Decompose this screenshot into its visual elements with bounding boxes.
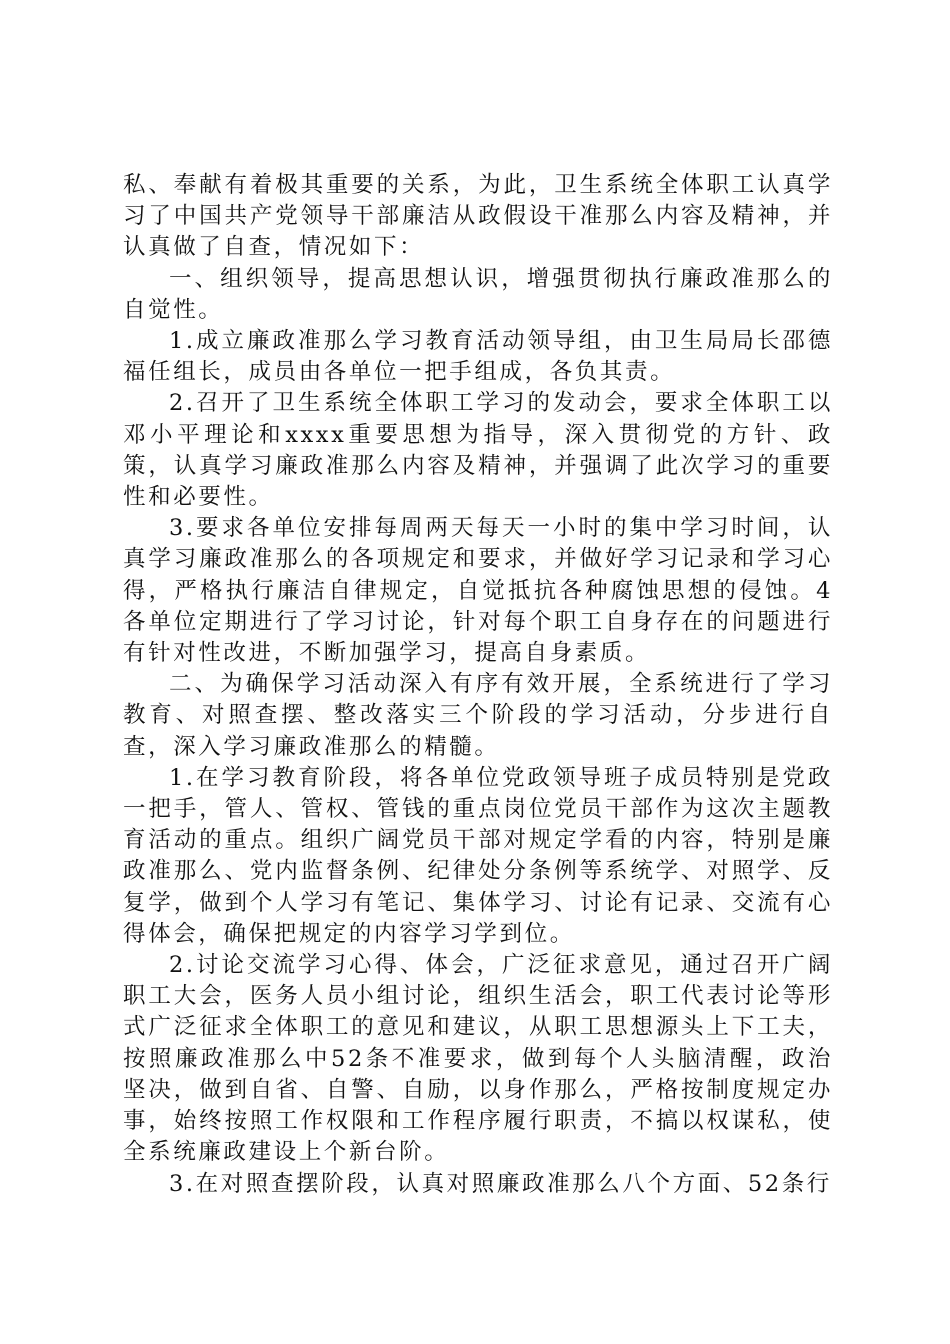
paragraph-item-1-3: 3.要求各单位安排每周两天每天一小时的集中学习时间，认真学习廉政准那么的各项规定和要求，并做好学习记录和学习心得，严格执行廉洁自律规定，自觉抵抗各种腐蚀思想的侵蚀。4各单位定期进行了学习讨论，针对每个职工自身存在的问题进行有针对性改进，不断加强学习，提高自身素质。 <box>123 515 833 667</box>
paragraph-item-2-3: 3.在对照查摆阶段，认真对照廉政准那么八个方面、52条行 <box>169 1170 832 1197</box>
paragraph-continuation: 私、奉献有着极其重要的关系，为此，卫生系统全体职工认真学习了中国共产党领导干部廉洁从政假设干准那么内容及精神，并认真做了自查，情况如下： <box>123 172 833 261</box>
paragraph-item-2-1: 1.在学习教育阶段，将各单位党政领导班子成员特别是党政一把手，管人、管权、管钱的重点岗位党员干部作为这次主题教育活动的重点。组织广阔党员干部对规定学看的内容，特别是廉政准那么、党内监督条例、纪律处分条例等系统学、对照学、反复学，做到个人学习有笔记、集体学习、讨论有记录、交流有心得体会，确保把规定的内容学习学到位。 <box>123 764 833 947</box>
paragraph-item-1-1: 1.成立廉政准那么学习教育活动领导组，由卫生局局长邵德福任组长，成员由各单位一把手组成，各负其责。 <box>123 328 833 386</box>
paragraph-section-2-heading: 二、为确保学习活动深入有序有效开展，全系统进行了学习教育、对照查摆、整改落实三个阶段的学习活动，分步进行自查，深入学习廉政准那么的精髓。 <box>123 671 833 760</box>
paragraph-item-2-2: 2.讨论交流学习心得、体会，广泛征求意见，通过召开广阔职工大会，医务人员小组讨论，组织生活会，职工代表讨论等形式广泛征求全体职工的意见和建议，从职工思想源头上下工夫，按照廉政准那么中52条不准要求，做到每个人头脑清醒，政治坚决，做到自省、自警、自励，以身作那么，严格按制度规定办事，始终按照工作权限和工作程序履行职责，不搞以权谋私，使全系统廉政建设上个新台阶。 <box>123 952 833 1166</box>
paragraph-item-1-2: 2.召开了卫生系统全体职工学习的发动会，要求全体职工以邓小平理论和xxxx重要思想为指导，深入贯彻党的方针、政策，认真学习廉政准那么内容及精神，并强调了此次学习的重要性和必要性。 <box>123 390 833 511</box>
paragraph-section-1-heading: 一、组织领导，提高思想认识，增强贯彻执行廉政准那么的自觉性。 <box>123 265 833 323</box>
document-body <box>123 170 833 1200</box>
